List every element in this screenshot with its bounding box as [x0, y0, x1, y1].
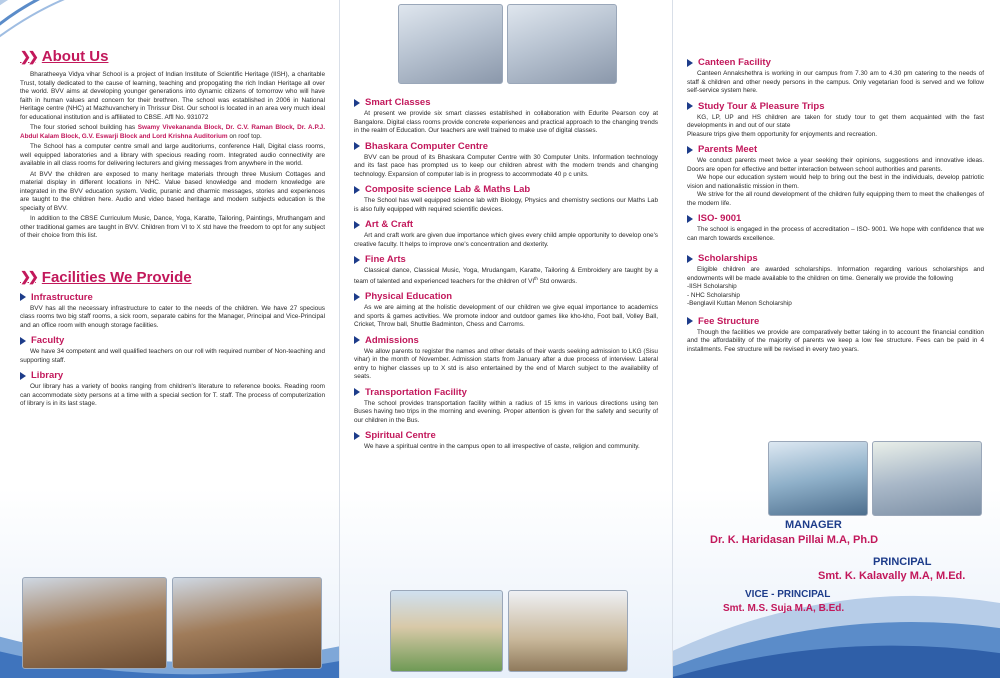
- infrastructure-heading: [20, 292, 325, 303]
- iso-title: ISO- 9001: [698, 213, 742, 225]
- library-text: Our library has a variety of books ranging from children's literature to reference books. Reading room can accommodate sixty persons at a time with a special section for T. staff. The process of computerization of library is in its last stage.: [20, 383, 325, 408]
- fee-structure-heading: [687, 316, 984, 327]
- science-lab-title: Composite science Lab & Maths Lab: [365, 184, 531, 196]
- school-building-photo: [390, 590, 503, 672]
- science-lab-heading: [354, 184, 658, 195]
- triangle-bullet-icon: [20, 337, 26, 345]
- chevron-right-icon: ❯❯: [20, 269, 36, 285]
- facilities-title: Facilities We Provide: [41, 268, 192, 286]
- vice-principal-name: Smt. M.S. Suja M.A, B.Ed.: [723, 603, 845, 614]
- principal-role: PRINCIPAL: [873, 556, 932, 568]
- transport-heading: [354, 387, 658, 398]
- admissions-text: We allow parents to register the names and other details of their wards seeking admission to LKG (Sisu vihar) in the month of November. Admission starts from January after a due process of interview. Lateral entry to higher classes up to X std is also entertained by the end of March subject to the availability of seats.: [354, 347, 658, 381]
- about-paragraph-2: [20, 124, 325, 141]
- bhaskara-text: BVV can be proud of its Bhaskara Computer Centre with 30 Computer Units. Information technology and its fast pace has prompted us to keep our children abrest with the modern trends and changing technology. Expansion of computer lab is in progress to accommodate 40 p c units.: [354, 153, 658, 178]
- bhaskara-title: Bhaskara Computer Centre: [365, 140, 489, 152]
- about-paragraph-5: In addition to the CBSE Curriculum Music, Dance, Yoga, Karatte, Tailoring, Paintings, Mruthangam and other traditional games are taught in BVV. Children from VI to X std have the freedom to opt for any subject of their choice from this list.: [20, 215, 325, 240]
- panel-facilities: [340, 0, 673, 678]
- triangle-bullet-icon: [354, 388, 360, 396]
- scholarships-heading: [687, 253, 984, 264]
- scholarship-item: -Benglavil Kuttan Menon Scholarship: [687, 300, 792, 308]
- about-paragraph-1: Bharatheeya Vidya vihar School is a project of Indian Institute of Scientific Heritage (IISH), a charitable Trust, totally dedicated to the cause of learning, teaching and propogating the rich Indian Heritage all over the world. BVV aims at developing younger generations into dynamic citizens of tomorrow who will have faith in human values and concern for their brethren. The school was established in 2006 in National Heritage centre (NHC) at Mazhuvanchery in Thrissur Dist. Our school is located in an area very much ideal for educational institution and is affiliated to CBSE. Affl No. 931072: [20, 71, 325, 121]
- canteen-heading: [687, 57, 984, 68]
- library-heading: [20, 370, 325, 381]
- fine-arts-text-end: Std onwards.: [537, 277, 577, 285]
- study-tour-title: Study Tour & Pleasure Trips: [698, 100, 825, 112]
- fee-structure-title: Fee Structure: [698, 315, 760, 327]
- triangle-bullet-icon: [354, 256, 360, 264]
- canteen-title: Canteen Facility: [698, 57, 771, 68]
- scholarship-item: -IISH Scholarship: [687, 283, 737, 291]
- study-tour-text-1: KG, LP, UP and HS children are taken for study tour to get them acquainted with the fast developments in and out of our state: [687, 113, 984, 130]
- triangle-bullet-icon: [354, 186, 360, 194]
- spiritual-centre-text: We have a spiritual centre in the campus open to all irrespective of caste, religion and community.: [364, 443, 640, 451]
- parents-meet-text-2: We hope our education system would help to bring out the best in the individuals, develop patriotic vision and nationalistic mission in them.: [687, 174, 984, 190]
- smart-classes-text: At present we provide six smart classes established in collaboration with Edurite Pearson coy at Bangalore. Digital class rooms provide concrete experiences and practical approach to the changing trends in the realm of Education. Our teachers are well trained to make use of digital classes.: [354, 110, 658, 135]
- parents-meet-title: Parents Meet: [698, 144, 758, 156]
- scholarships-title: Scholarships: [698, 253, 758, 265]
- transport-title: Transportation Facility: [365, 386, 467, 398]
- art-craft-title: Art & Craft: [365, 219, 414, 231]
- art-craft-text: Art and craft work are given due importance which gives every child ample opportunity to develop one's creative faculty. It helps to improve one's concentration and dexterity.: [354, 232, 658, 248]
- canteen-text: Canteen Annakshethra is working in our campus from 7.30 am to 4.30 pm catering to the needs of staff & children and other needy persons in the campus. Only vegetarian food is served and we follow self-service system here.: [687, 70, 984, 95]
- staff-block: [690, 519, 995, 639]
- study-tour-text-2: Pleasure trips give them opportunity for enjoyments and recreation.: [687, 130, 878, 138]
- triangle-bullet-icon: [20, 372, 26, 380]
- faculty-heading: [20, 335, 325, 346]
- triangle-bullet-icon: [354, 221, 360, 229]
- triangle-bullet-icon: [687, 59, 693, 67]
- fine-arts-title: Fine Arts: [365, 254, 406, 266]
- library-photo-right: [172, 577, 322, 669]
- principal-name: Smt. K. Kalavally M.A, M.Ed.: [818, 570, 966, 582]
- about-paragraph-3: The School has a computer centre small and large auditoriums, conference Hall, Digital class rooms, well equipped laboratories and a library with specious reading room. Integrated audio connectivity are available in all class rooms for delivering lecturers and giving messages from anywhere in the world.: [20, 143, 325, 168]
- infrastructure-title: Infrastructure: [31, 291, 93, 303]
- triangle-bullet-icon: [687, 317, 693, 325]
- library-title: Library: [31, 370, 64, 382]
- science-lab-text: The School has well equipped science lab with Biology, Physics and chemistry sections our Maths Lab is also fully equipped with required scientific devices.: [354, 197, 658, 213]
- triangle-bullet-icon: [354, 142, 360, 150]
- spiritual-centre-photo: [508, 590, 628, 672]
- admissions-title: Admissions: [365, 334, 419, 346]
- admissions-heading: [354, 335, 658, 346]
- about-p2-start: The four storied school building has: [30, 124, 138, 132]
- students-photo-right: [872, 441, 982, 516]
- panel-about: [0, 0, 340, 678]
- manager-role: MANAGER: [785, 519, 842, 531]
- about-heading: [20, 48, 325, 65]
- vice-principal-role: VICE - PRINCIPAL: [745, 589, 831, 600]
- classroom-photo-left: [398, 4, 503, 84]
- smart-classes-title: Smart Classes: [365, 97, 431, 108]
- fine-arts-heading: [354, 254, 658, 265]
- computer-lab-photo: [507, 4, 617, 84]
- fee-structure-text: Though the facilities we provide are comparatively better taking in to account the financial condition and the affordability of the majority of parents we keep a low fee structure. Fees can be paid in 4 installments. Fee structure will be revised in every two years.: [687, 328, 984, 353]
- bhaskara-heading: [354, 141, 658, 152]
- triangle-bullet-icon: [687, 215, 693, 223]
- physical-education-heading: [354, 291, 658, 302]
- art-craft-heading: [354, 219, 658, 230]
- scholarships-text: Eligible children are awarded scholarships. Information regarding various scholarships and endowments will be made available to the children on time. Generally we provide the following: [687, 266, 984, 282]
- triangle-bullet-icon: [20, 293, 26, 301]
- about-p2-blocks: Swamy Vivekananda Block, Dr. C.V. Raman Block, Dr. A.P.J. Abdul Kalam Block, G.V. Eswarji Block and Lord Krishna Auditorium: [20, 124, 325, 140]
- chevron-right-icon: ❯❯: [20, 48, 36, 64]
- triangle-bullet-icon: [687, 255, 693, 263]
- spiritual-centre-title: Spiritual Centre: [365, 430, 436, 442]
- students-photo-left: [768, 441, 868, 516]
- fine-arts-text-main: Classical dance, Classical Music, Yoga, Mrudangam, Karatte, Tailoring & Embroidery are taught by a team of talented and experienced teachers for the children of VI: [354, 267, 658, 285]
- physical-education-title: Physical Education: [365, 291, 453, 303]
- manager-name: Dr. K. Haridasan Pillai M.A, Ph.D: [710, 534, 879, 546]
- fine-arts-sup: th: [534, 275, 538, 281]
- triangle-bullet-icon: [354, 336, 360, 344]
- scholarship-item: - NHC Scholarship: [687, 291, 740, 299]
- triangle-bullet-icon: [354, 293, 360, 301]
- about-title: About Us: [41, 48, 109, 65]
- triangle-bullet-icon: [687, 102, 693, 110]
- infrastructure-text: BVV has all the necessary infrastructure to cater to the needs of the children. We have 27 specious class rooms two big staff rooms, a sick room, separate cabins for the Manager, Principal and Vice-Principal and an office room with enough storage facilities.: [20, 304, 325, 329]
- about-p2-end: on roof top.: [227, 132, 262, 140]
- faculty-title: Faculty: [31, 335, 65, 347]
- triangle-bullet-icon: [354, 432, 360, 440]
- parents-meet-heading: [687, 144, 984, 155]
- transport-text: The school provides transportation facility within a radius of 15 kms in various directions using ten Buses having two trips in the morning and evening. Proper attention is given for the safety and security of our children in the Bus.: [354, 399, 658, 424]
- library-photo-left: [22, 577, 167, 669]
- triangle-bullet-icon: [687, 146, 693, 154]
- facilities-heading: [20, 269, 325, 286]
- iso-heading: [687, 213, 984, 224]
- triangle-bullet-icon: [354, 99, 360, 107]
- faculty-text: We have 34 competent and well qualified teachers on our roll with required number of Non-teaching and supporting staff.: [20, 348, 325, 364]
- spiritual-centre-heading: [354, 430, 658, 441]
- parents-meet-text-3: We strive for the all round development of the children fully equipping them to meet the challenges of the modern life.: [687, 191, 984, 207]
- smart-classes-heading: [354, 97, 658, 108]
- fine-arts-text: [354, 267, 658, 286]
- about-paragraph-4: At BVV the children are exposed to many heritage materials through three Musium Cottages and material display in different locations in NHC. Value based knowledge and modern knowledge are integrated in the BVV education system. Vedic, puranic and dharmic messages, stories and experiences are taught to the children here. Audio and video based heritage and modern subjects education is the specialty of BVV.: [20, 170, 325, 212]
- parents-meet-text-1: We conduct parents meet twice a year seeking their opinions, suggestions and innovative ideas. Doors are open for effective and better interaction between school authorities and parents.: [687, 157, 984, 173]
- physical-education-text: As we are aiming at the holistic development of our children we give equal importance to academics and sports & games activities. We promote indoor and outdoor games like kho-kho, Foot ball, Volley Ball, Cricket, Throw ball, Shuttle Badminton, Chess and Carroms.: [354, 304, 658, 329]
- study-tour-heading: [687, 101, 984, 112]
- iso-text: The school is engaged in the process of accreditation – ISO- 9001. We hope with confidence that we can march towards excellence.: [687, 226, 984, 242]
